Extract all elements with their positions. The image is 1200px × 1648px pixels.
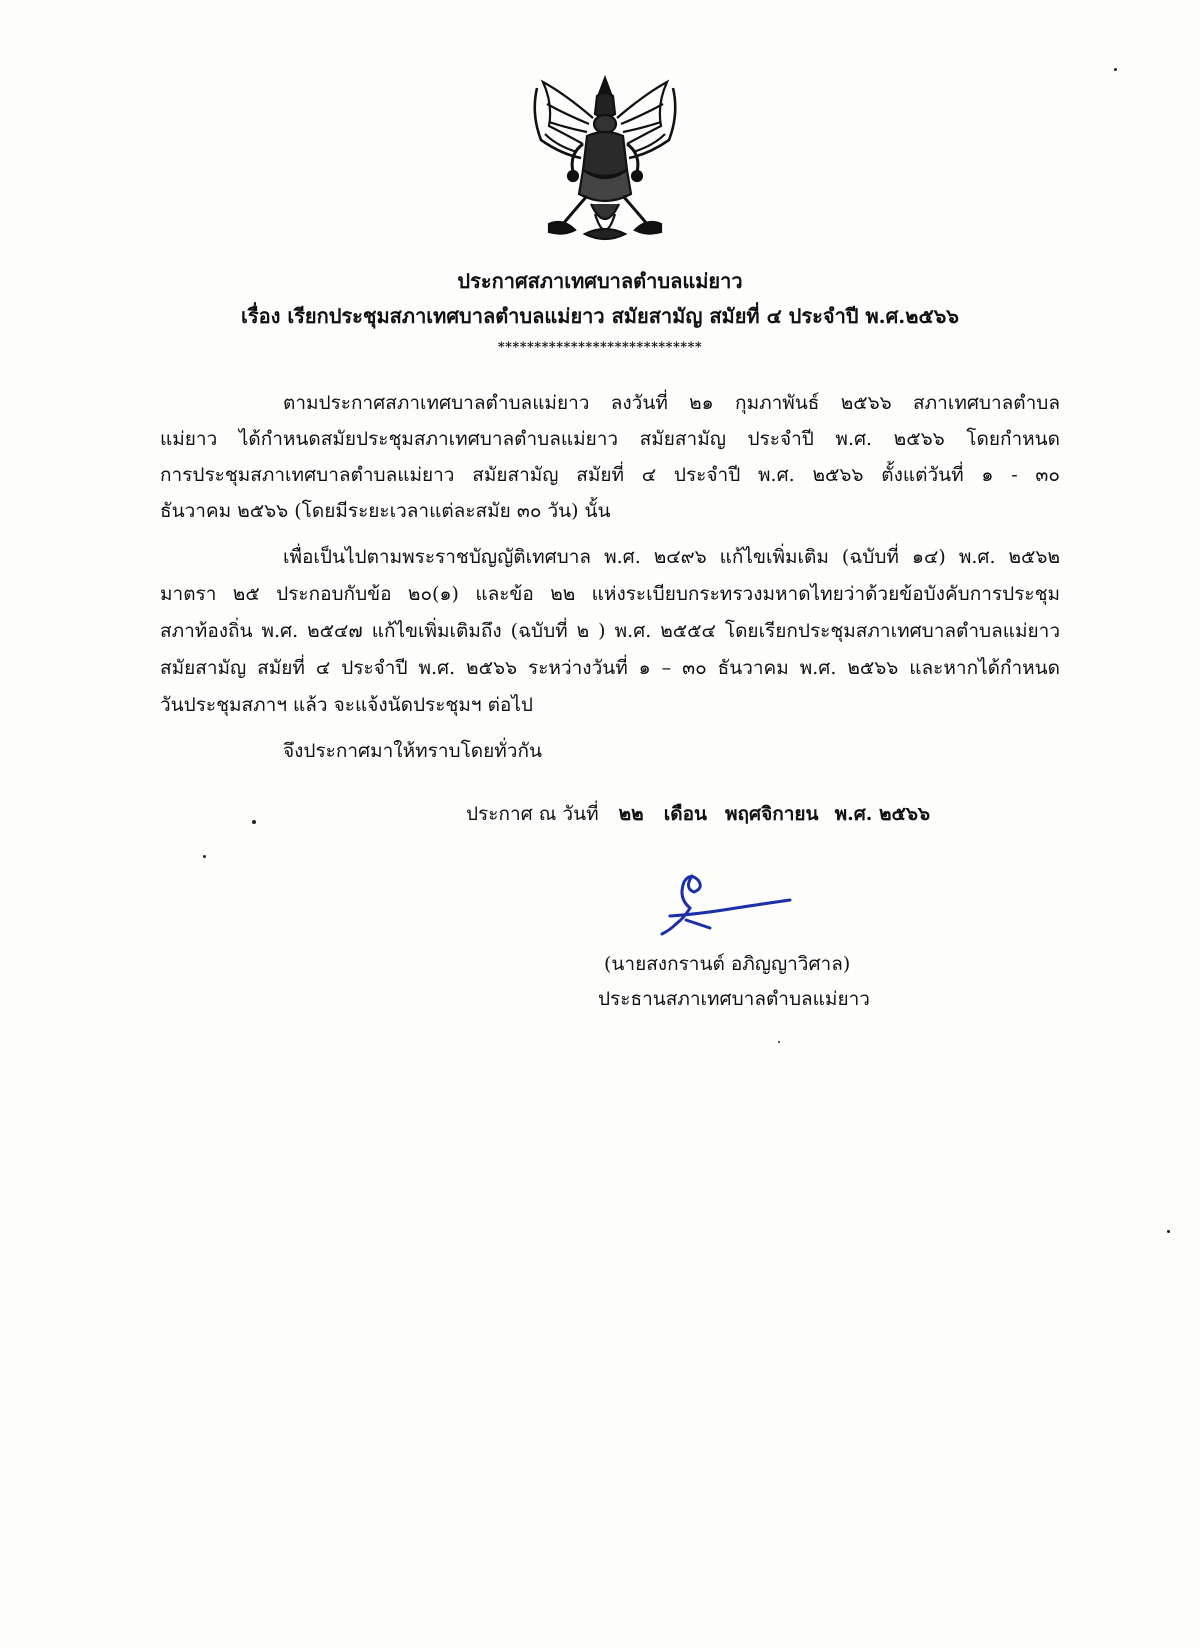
- scan-speck: [203, 855, 206, 858]
- handwritten-signature-icon: [650, 868, 795, 940]
- paragraph-1-line-3: การประชุมสภาเทศบาลตำบลแม่ยาว สมัยสามัญ สมัยที่ ๔ ประจำปี พ.ศ. ๒๕๖๖ ตั้งแต่วันที่ ๑ - ๓๐: [160, 464, 1060, 486]
- scan-speck: [1167, 1230, 1170, 1233]
- date-month-label: เดือน: [663, 803, 707, 825]
- scan-speck: [1114, 68, 1117, 71]
- paragraph-2-line-3: สภาท้องถิ่น พ.ศ. ๒๕๔๗ แก้ไขเพิ่มเติมถึง (ฉบับที่ ๒ ) พ.ศ. ๒๕๕๔ โดยเรียกประชุมสภาเทศบาลตำบลแม่ยาว: [160, 620, 1060, 642]
- scan-speck: [778, 1041, 780, 1043]
- title-divider: ****************************: [497, 340, 703, 355]
- announcement-date: [466, 805, 930, 824]
- paragraph-2-line-2: มาตรา ๒๕ ประกอบกับข้อ ๒๐(๑) และข้อ ๒๒ แห่งระเบียบกระทรวงมหาดไทยว่าด้วยข้อบังคับการประชุม: [160, 583, 1060, 605]
- signer-name: (นายสงกรานต์ อภิญญาวิศาล): [604, 953, 851, 975]
- paragraph-1-line-2: แม่ยาว ได้กำหนดสมัยประชุมสภาเทศบาลตำบลแม่ยาว สมัยสามัญ ประจำปี พ.ศ. ๒๕๖๖ โดยกำหนด: [160, 428, 1060, 450]
- announcement-title: ประกาศสภาเทศบาลตำบลแม่ยาว: [457, 269, 743, 293]
- announcement-subject: เรื่อง เรียกประชุมสภาเทศบาลตำบลแม่ยาว สมัยสามัญ สมัยที่ ๔ ประจำปี พ.ศ.๒๕๖๖: [241, 304, 959, 328]
- paragraph-1-line-1: ตามประกาศสภาเทศบาลตำบลแม่ยาว ลงวันที่ ๒๑ กุมภาพันธ์ ๒๕๖๖ สภาเทศบาลตำบล: [283, 392, 1060, 414]
- closing-statement: จึงประกาศมาให้ทราบโดยทั่วกัน: [283, 740, 542, 762]
- date-prefix: ประกาศ ณ วันที่: [466, 803, 599, 825]
- paragraph-2-line-4: สมัยสามัญ สมัยที่ ๔ ประจำปี พ.ศ. ๒๕๖๖ ระหว่างวันที่ ๑ – ๓๐ ธันวาคม พ.ศ. ๒๕๖๖ และหากได้กำหนด: [160, 657, 1060, 679]
- garuda-emblem-icon: [525, 74, 685, 250]
- date-day: ๒๒: [618, 803, 644, 825]
- paragraph-1-line-4: ธันวาคม ๒๕๖๖ (โดยมีระยะเวลาแต่ละสมัย ๓๐ วัน) นั้น: [160, 500, 611, 522]
- paragraph-2-line-5: วันประชุมสภาฯ แล้ว จะแจ้งนัดประชุมฯ ต่อไป: [160, 694, 533, 716]
- date-year: พ.ศ. ๒๕๖๖: [834, 803, 931, 825]
- signer-position: ประธานสภาเทศบาลตำบลแม่ยาว: [598, 988, 870, 1010]
- date-month: พฤศจิกายน: [725, 803, 819, 825]
- scan-speck: [252, 820, 256, 824]
- paragraph-2-line-1: เพื่อเป็นไปตามพระราชบัญญัติเทศบาล พ.ศ. ๒๔๙๖ แก้ไขเพิ่มเติม (ฉบับที่ ๑๔) พ.ศ. ๒๕๖๒: [283, 546, 1060, 568]
